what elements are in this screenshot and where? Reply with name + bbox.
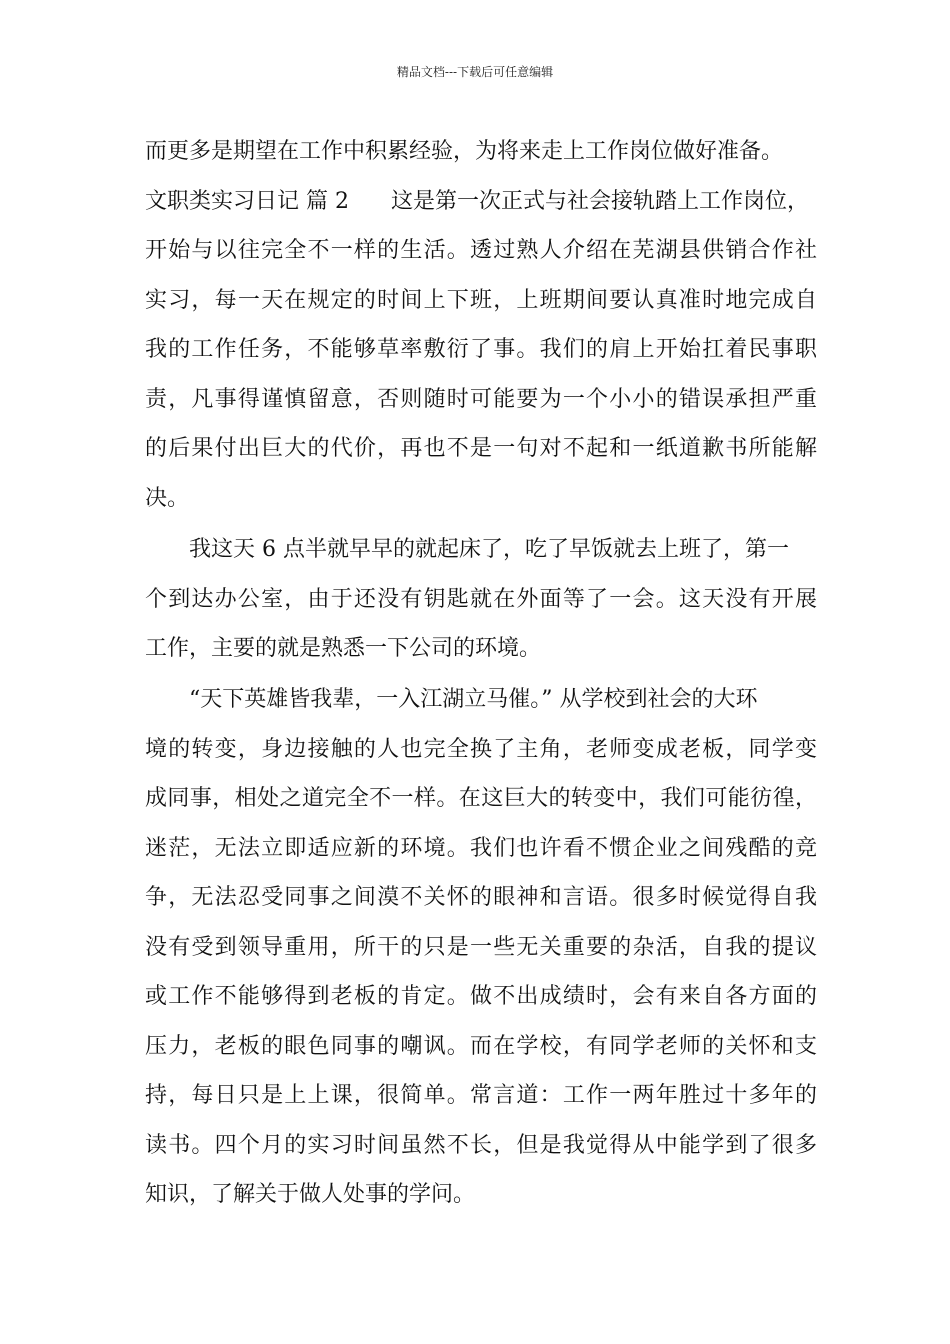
- body-line: 的后果付出巨大的代价，再也不是一句对不起和一纸道歉书所能解: [145, 436, 817, 461]
- body-line: 迷茫，无法立即适应新的环境。我们也许看不惯企业之间残酷的竞: [145, 836, 817, 861]
- body-line: 实习，每一天在规定的时间上下班，上班期间要认真准时地完成自: [145, 288, 817, 313]
- body-line: 或工作不能够得到老板的肯定。做不出成绩时，会有来自各方面的: [145, 984, 817, 1009]
- body-line: 个到达办公室，由于还没有钥匙就在外面等了一会。这天没有开展: [145, 587, 817, 612]
- body-line: 争，无法忍受同事之间漠不关怀的眼神和言语。很多时候觉得自我: [145, 885, 817, 910]
- body-line: 成同事，相处之道完全不一样。在这巨大的转变中，我们可能彷徨，: [145, 786, 817, 811]
- body-line: 压力，老板的眼色同事的嘲讽。而在学校，有同学老师的关怀和支: [145, 1034, 817, 1059]
- body-line: 持，每日只是上上课，很简单。常言道：工作一两年胜过十多年的: [145, 1083, 817, 1108]
- paragraph-first-line: 我这天 6 点半就早早的就起床了，吃了早饭就去上班了，第一: [189, 537, 789, 562]
- body-line: 境的转变，身边接触的人也完全换了主角，老师变成老板，同学变: [145, 737, 817, 762]
- body-line: 我的工作任务，不能够草率敷衍了事。我们的肩上开始扛着民事职: [145, 337, 817, 362]
- page-header: 精品文档---下载后可任意编辑: [396, 65, 554, 79]
- body-line: 读书。四个月的实习时间虽然不长，但是我觉得从中能学到了很多: [145, 1133, 817, 1158]
- body-line: 没有受到领导重用，所干的只是一些无关重要的杂活，自我的提议: [145, 935, 817, 960]
- body-line: 知识，了解关于做人处事的学问。: [145, 1182, 476, 1207]
- body-line: 责，凡事得谨慎留意，否则随时可能要为一个小小的错误承担严重: [145, 387, 817, 412]
- body-line: 决。: [145, 486, 190, 511]
- section-title: 文职类实习日记 篇 2: [145, 189, 349, 214]
- body-line: 而更多是期望在工作中积累经验，为将来走上工作岗位做好准备。: [145, 139, 784, 164]
- paragraph-first-line: “天下英雄皆我辈，一入江湖立马催。” 从学校到社会的大环: [189, 687, 758, 712]
- section-first-sentence: 这是第一次正式与社会接轨踏上工作岗位，: [390, 189, 809, 214]
- body-line: 工作，主要的就是熟悉一下公司的环境。: [145, 636, 542, 661]
- body-line: 开始与以往完全不一样的生活。透过熟人介绍在芜湖县供销合作社: [145, 238, 817, 263]
- section-heading-line: [145, 187, 809, 217]
